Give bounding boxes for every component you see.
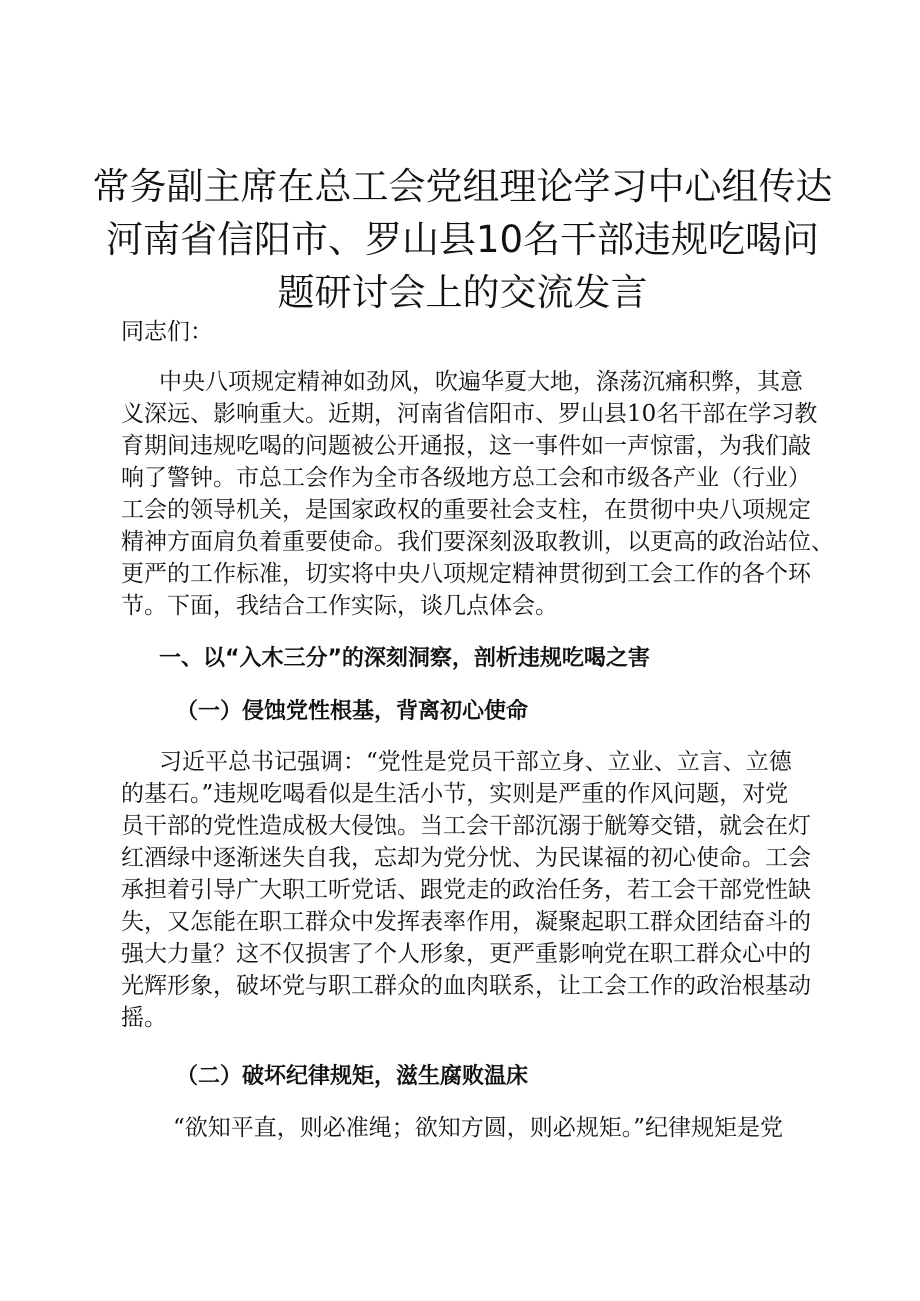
- paragraph-line: 光辉形象，破坏党与职工群众的血肉联系，让工会工作的政治根基动: [121, 973, 811, 999]
- paragraph-line: 义深远、影响重大。近期，河南省信阳市、罗山县10名干部在学习教: [121, 401, 818, 427]
- salutation: 同志们：: [121, 319, 213, 345]
- paragraph-line: 强大力量？这不仅损害了个人形象，更严重影响党在职工群众心中的: [121, 941, 811, 967]
- title-line: 题研讨会上的交流发言: [277, 271, 648, 314]
- paragraph-line: 失，又怎能在职工群众中发挥表率作用，凝聚起职工群众团结奋斗的: [121, 909, 811, 935]
- paragraph-line: 习近平总书记强调：“党性是党员干部立身、立业、立言、立德: [159, 749, 792, 775]
- paragraph-line: 红酒绿中逐渐迷失自我，忘却为党分忧、为民谋福的初心使命。工会: [121, 845, 811, 871]
- paragraph-discipline: [121, 1112, 826, 1144]
- section-heading-1: 一、以“入木三分”的深刻洞察，剖析违规吃喝之害: [159, 646, 650, 671]
- paragraph-line: 响了警钟。市总工会作为全市各级地方总工会和市级各产业（行业）: [121, 465, 811, 491]
- paragraph-line: 工会的领导机关，是国家政权的重要社会支柱，在贯彻中央八项规定: [121, 497, 811, 523]
- paragraph-line: 承担着引导广大职工听党话、跟党走的政治任务，若工会干部党性缺: [121, 877, 811, 903]
- title-line: 常务副主席在总工会党组理论学习中心组传达: [92, 165, 833, 208]
- title-line: 河南省信阳市、罗山县10名干部违规吃喝问: [105, 218, 820, 261]
- paragraph-intro: [121, 366, 834, 622]
- paragraph-line: 更严的工作标准，切实将中央八项规定精神贯彻到工会工作的各个环: [121, 561, 811, 587]
- paragraph-line: 员干部的党性造成极大侵蚀。当工会干部沉溺于觥筹交错，就会在灯: [121, 813, 811, 839]
- paragraph-line: 精神方面肩负着重要使命。我们要深刻汲取教训，以更高的政治站位、: [121, 529, 834, 555]
- paragraph-line: “欲知平直，则必准绳；欲知方圆，则必规矩。”纪律规矩是党: [173, 1115, 784, 1141]
- paragraph-line: 摇。: [121, 1005, 167, 1031]
- subsection-heading-2: （二）破坏纪律规矩，滋生腐败温床: [176, 1064, 529, 1089]
- paragraph-line: 中央八项规定精神如劲风，吹遍华夏大地，涤荡沉痛积弊，其意: [159, 369, 803, 395]
- paragraph-line: 的基石。”违规吃喝看似是生活小节，实则是严重的作风问题，对党: [121, 781, 789, 807]
- paragraph-party-spirit: [121, 746, 826, 1034]
- subsection-heading-1: （一）侵蚀党性根基，背离初心使命: [176, 699, 529, 724]
- document-title: [90, 160, 835, 319]
- paragraph-line: 育期间违规吃喝的问题被公开通报，这一事件如一声惊雷，为我们敲: [121, 433, 811, 459]
- paragraph-line: 节。下面，我结合工作实际，谈几点体会。: [121, 593, 558, 619]
